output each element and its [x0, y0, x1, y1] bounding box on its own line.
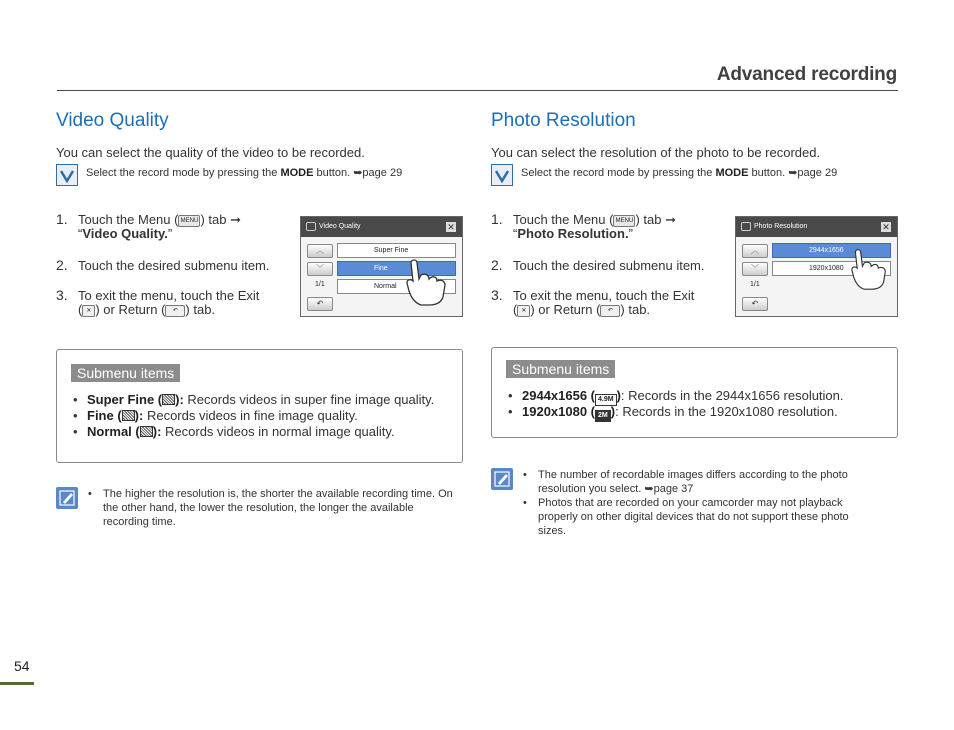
submenu-box: [491, 347, 898, 438]
camera-icon: [306, 222, 316, 231]
touch-hand-icon: [848, 247, 898, 291]
submenu-title: Submenu items: [71, 364, 180, 382]
menu-item-1920x1080[interactable]: 1920x1080: [772, 261, 891, 276]
submenu-box: [56, 349, 463, 463]
screen-title: Video Quality: [319, 223, 361, 230]
menu-item-2944x1656[interactable]: 2944x1656: [772, 243, 891, 258]
memo-item: • Photos that are recorded on your camcorder may not playback properly on other digital devices that do not support these photo sizes.: [521, 496, 863, 538]
video-quality-screen: [300, 216, 463, 317]
close-icon[interactable]: ✕: [882, 222, 890, 232]
return-button[interactable]: ↶: [742, 297, 768, 311]
intro-text: You can select the quality of the video to be recorded.: [56, 145, 365, 160]
page-indicator: 1/1: [750, 281, 760, 288]
fine-icon: [122, 410, 135, 421]
exit-icon: ✕: [82, 305, 95, 317]
page-number: 54: [14, 658, 30, 674]
screen-title-bar: [301, 217, 462, 237]
menu-item-normal[interactable]: Normal: [337, 279, 456, 294]
submenu-item: • Super Fine ( ): Records videos in super fine image quality.: [71, 392, 434, 408]
page-header-title: Advanced recording: [716, 64, 897, 85]
photo-resolution-screen: [735, 216, 898, 317]
step-1: 1. Touch the Menu ( MENU ) tab ➞ “Video Quality.”: [56, 211, 241, 241]
page-indicator: 1/1: [315, 281, 325, 288]
resolution-4.9m-icon: 4.9M: [595, 394, 617, 406]
memo-pencil-icon: [491, 468, 513, 490]
submenu-item: • Normal ( ): Records videos in normal image quality.: [71, 424, 434, 440]
scroll-up-button[interactable]: ︿: [742, 244, 768, 258]
scroll-up-button[interactable]: ︿: [307, 244, 333, 258]
submenu-item: • 2944x1656 ( 4.9M ): Records in the 2944x1656 resolution.: [506, 388, 844, 404]
page-number-bar: [0, 682, 34, 685]
check-note-icon: [56, 164, 78, 186]
super-fine-icon: [162, 394, 175, 405]
section-title: Photo Resolution: [491, 110, 636, 131]
memo-pencil-icon: [56, 487, 78, 509]
menu-item-super-fine[interactable]: Super Fine: [337, 243, 456, 258]
scroll-down-button[interactable]: ﹀: [742, 262, 768, 276]
menu-tab-icon: MENU: [613, 215, 635, 227]
normal-icon: [140, 426, 153, 437]
video-quality-section: [56, 110, 463, 528]
touch-hand-icon: [403, 257, 459, 307]
memo-item: • The higher the resolution is, the shorter the available recording time. On the other hand, the lower the resolution, the longer the available recording time.: [86, 487, 458, 529]
close-icon[interactable]: ✕: [447, 222, 455, 232]
camera-icon: [741, 222, 751, 231]
step-3: 3. To exit the menu, touch the Exit ( ✕ ) or Return ( ↶ ) tab.: [56, 287, 260, 317]
exit-icon: ✕: [517, 305, 530, 317]
step-2: 2. Touch the desired submenu item.: [491, 257, 705, 273]
instruction-steps: [491, 213, 726, 317]
menu-tab-icon: MENU: [178, 215, 200, 227]
step-1: 1. Touch the Menu ( MENU ) tab ➞ “Photo Resolution.”: [491, 211, 676, 241]
mode-note: Select the record mode by pressing the MODE button. ➥page 29: [521, 167, 838, 179]
screen-title: Photo Resolution: [754, 223, 808, 230]
return-icon: ↶: [600, 305, 620, 317]
submenu-item: • 1920x1080 ( 2M ): Records in the 1920x1080 resolution.: [506, 404, 844, 420]
section-title: Video Quality: [56, 110, 169, 131]
submenu-list: [71, 392, 434, 440]
screen-title-bar: [736, 217, 897, 237]
step-2: 2. Touch the desired submenu item.: [56, 257, 270, 273]
submenu-list: [506, 388, 844, 420]
instruction-steps: [56, 213, 291, 317]
intro-text: You can select the resolution of the photo to be recorded.: [491, 145, 821, 160]
memo-item: • The number of recordable images differs according to the photo resolution you select. ➥page 37: [521, 468, 863, 496]
step-3: 3. To exit the menu, touch the Exit ( ✕ ) or Return ( ↶ ) tab.: [491, 287, 695, 317]
scroll-down-button[interactable]: ﹀: [307, 262, 333, 276]
submenu-title: Submenu items: [506, 360, 615, 378]
check-note-icon: [491, 164, 513, 186]
mode-note: Select the record mode by pressing the MODE button. ➥page 29: [86, 167, 403, 179]
return-icon: ↶: [165, 305, 185, 317]
return-button[interactable]: ↶: [307, 297, 333, 311]
submenu-item: • Fine ( ): Records videos in fine image quality.: [71, 408, 434, 424]
photo-resolution-section: [491, 110, 898, 537]
header-divider: [57, 90, 898, 91]
menu-item-fine[interactable]: Fine: [337, 261, 456, 276]
resolution-2m-icon: 2M: [595, 410, 611, 422]
